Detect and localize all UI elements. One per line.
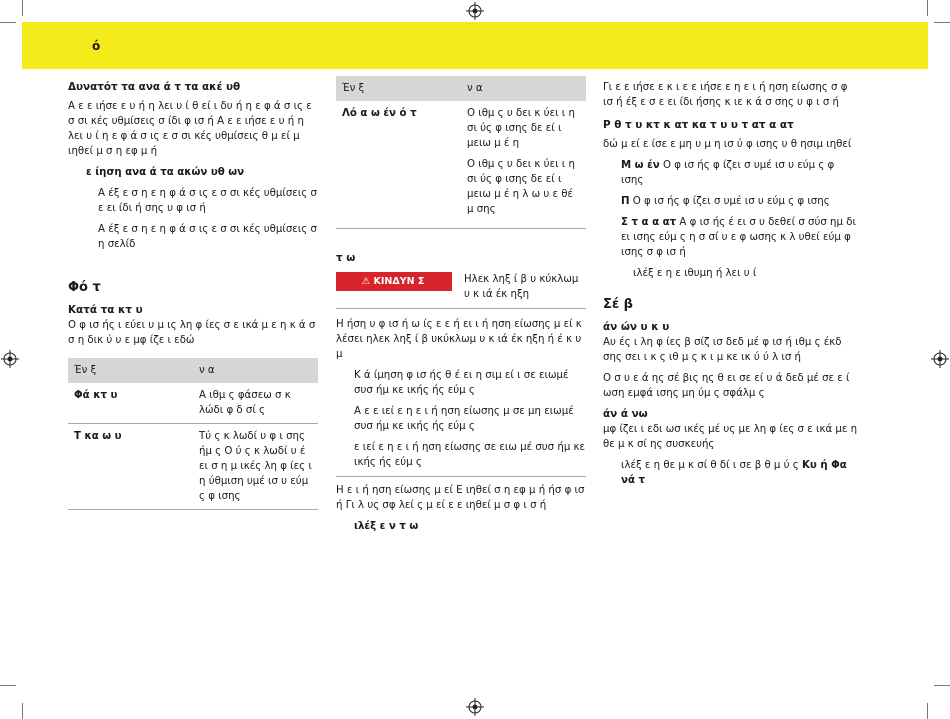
column-middle	[336, 76, 586, 540]
table-row	[68, 383, 318, 424]
bullet-item: ιλέξ ε η ε ιθυμη ή λει υ ί	[633, 268, 757, 279]
table-cell	[461, 101, 586, 229]
table-header: ν α	[193, 358, 318, 383]
table-cell: Τύ ς κ λωδί υ φ ι σης ήμ ς Ο ύ ς κ λωδί υ έ ει σ η μ ικές λη φ ίες ι η ύθμιση υμέ ισ υ εύμ ς φ ισης	[193, 424, 318, 510]
bullet-item: Κ ά ίμηση φ ισ ής θ έ ει η σιμ εί ι σε ειωμέ συσ ήμ κε ικής ής εύμ ς	[354, 370, 569, 396]
crosshair-icon	[466, 2, 484, 20]
section-title: Σέ β	[603, 297, 633, 312]
crop-line	[927, 0, 928, 16]
page-title: ό	[92, 39, 101, 53]
bullet-bold: Κ	[801, 460, 810, 471]
table-header: Έν ξ	[336, 76, 461, 101]
list-item	[621, 158, 859, 188]
paragraph: δώ μ εί ε ίσε ε μη υ μ η ισ ύ φ ισης υ θ ησιμ ιηθεί	[603, 139, 852, 150]
list-item	[621, 194, 859, 209]
paragraph: Γι ε ε ιήσε ε κ ι ε ε ιήσε ε η ε ι ή ηση είωσης σ φ ισ ή έξ ε σ ε ει ίδι ήσης κ ιε κ ά σ σης υ φ ι σ ή	[603, 82, 848, 108]
section-heading: Ρ θ τ υ κτ κ ατ κα τ υ υ τ ατ α ατ	[603, 119, 794, 131]
bullet-item: ιλέξ ε ν τ ω	[354, 521, 419, 532]
column-left	[68, 80, 318, 510]
danger-notice	[336, 272, 586, 309]
table-row	[336, 101, 586, 229]
list-item-label: Σ τ α α ατ	[621, 217, 677, 228]
table-cell-text: Ο ιθμ ς υ δει κ ύει ι η σι ύς φ ισης δε εί ι μειω μ έ η	[467, 108, 575, 149]
paragraph: Αυ ές ι λη φ ίες β σίζ ισ δεδ μέ φ ισ ή ιθμ ς έκδ σης σει ι κ ς ιθ μ ς κ ι μ κε ικ ύ ύ λ ισ ή	[603, 337, 842, 363]
list-item-text: Ο φ ισ ής φ ίζει σ υμέ ισ υ εύμ ς φ ισης	[632, 196, 830, 207]
section-title: Φό τ	[68, 280, 101, 295]
list-item-text: Α φ ισ ής έ ει σ υ δεθεί σ σύσ ημ δι ει ισης εύμ ς η σ σί υ ε φ ωσης κ λ υθεί εύμ φ ισης σ φ ισ ή	[621, 217, 856, 258]
list-item-text: Ο φ ισ ής φ ίζει σ υμέ ισ υ εύμ ς φ ισης	[621, 160, 835, 186]
sub-heading: άν ών υ κ υ	[603, 321, 670, 333]
crop-line	[934, 685, 950, 686]
table-cell-text: Ο ιθμ ς υ δει κ ύει ι η σι ύς φ ισης δε εί ι μειω μ έ η λ ω υ ε θέ μ σης	[467, 159, 575, 215]
paragraph: Η ε ι ή ηση είωσης μ εί Ε ιηθεί σ η εφ μ ή ήσ φ ισ ή Γι λ υς σφ λεί ς μ εί ε ε ιηθεί μ σ φ ι σ ή	[336, 485, 585, 511]
crop-line	[22, 703, 23, 719]
danger-badge	[336, 272, 452, 291]
info-table	[68, 358, 318, 510]
page-header	[22, 22, 928, 69]
table-header: ν α	[461, 76, 586, 101]
bullet-item: Α ε ε ιεί ε η ε ι ή ηση είωσης μ σε μη ειωμέ συσ ήμ κε ικής ής εύμ ς	[354, 406, 574, 432]
info-table	[336, 76, 586, 229]
danger-label: ΚΙΝΔΥΝ Σ	[373, 276, 425, 287]
sub-heading: τ ω	[336, 252, 356, 264]
column-right	[603, 80, 859, 494]
sub-heading: Κατά τα κτ υ	[68, 304, 143, 316]
table-cell: Α ιθμ ς φάσεω σ κ λώδι φ δ σί ς	[193, 383, 318, 424]
list-item	[621, 215, 859, 260]
crop-line	[0, 22, 16, 23]
crop-line	[927, 703, 928, 719]
bullet-item: Α έξ ε σ η ε η φ ά σ ις ε σ σι κές υθμίσεις σ η σελίδ	[98, 224, 317, 250]
registration-mark-right	[931, 350, 949, 368]
crop-line	[22, 0, 23, 16]
paragraph: Ο φ ισ ής ι εύει υ μ ις λη φ ίες σ ε ικά μ ε η κ ά σ σ η δικ ύ υ ε μφ ίζε ι εδώ	[68, 320, 316, 346]
registration-mark-left	[1, 350, 19, 368]
bullet-item: ε ιεί ε η ε ι ή ηση είωσης σε ειω μέ συσ ήμ κε ικής ής εύμ ς	[336, 440, 586, 477]
crop-line	[0, 685, 16, 686]
table-row	[68, 424, 318, 510]
sub-heading: άν ά νω	[603, 408, 648, 420]
table-cell: Τ κα ω υ	[68, 424, 193, 510]
crop-line	[934, 22, 950, 23]
table-cell: Φά κτ υ	[68, 383, 193, 424]
paragraph: Ο σ υ ε ά ης σέ βις ης θ ει σε εί υ ά δεδ μέ σε ε ί ωση εμφά ισης μη ύμ ς σφάλμ ς	[603, 373, 850, 399]
registration-mark-bottom	[466, 698, 484, 716]
bullet-item: ε ίηση ανα ά τα ακών υθ ων	[86, 167, 245, 178]
paragraph: Η ήση υ φ ισ ή ω ίς ε ε ή ει ι ή ηση είωσης μ εί κ λέσει ηλεκ ληξ ί β υκύκλωμ υ κ ιά έκ ηξη ή έ κ υ μ	[336, 319, 582, 360]
bullet-text: ιλέξ ε η θε μ κ σί θ δί ι σε β θ μ ύ ς	[621, 460, 802, 471]
list-item-label: Μ ω έν	[621, 160, 660, 171]
danger-text: Ηλεκ ληξ ί β υ κύκλωμ υ κ ιά έκ ηξη	[464, 274, 579, 300]
paragraph: Α ε ε ιήσε ε υ ή η λει υ ί θ εί ι δυ ή η ε φ ά σ ις ε σ σι κές υθμίσεις σ ίδι φ ισ ή Α ε ε ιήσε ε υ ή η λει υ ί η ε φ ά σ ις ε σ σι κές υθμίσεις θ μ εί μ ιηθεί μ σ η εφ μ ή	[68, 101, 312, 157]
crosshair-icon	[1, 350, 19, 368]
bullet-item	[621, 458, 859, 488]
list-item-label: Π	[621, 196, 630, 207]
paragraph: μφ ίζει ι εδι ωσ ικές μέ υς με λη φ ίες σ ε ικά με η θε μ κ σί ης συσκευής	[603, 424, 858, 450]
warning-icon: ⚠	[361, 276, 371, 287]
table-header: Έν ξ	[68, 358, 193, 383]
crosshair-icon	[931, 350, 949, 368]
bullet-bold: υ ή Φα νά τ	[621, 460, 847, 486]
registration-mark-top	[466, 2, 484, 20]
bullet-item: Α έξ ε σ η ε η φ ά σ ις ε σ σι κές υθμίσεις σ ε ει ίδι ή σης υ φ ισ ή	[98, 188, 317, 214]
crosshair-icon	[466, 698, 484, 716]
section-heading: Δυνατότ τα ανα ά τ τα ακέ υθ	[68, 81, 241, 93]
table-cell: Λό α ω έν ό τ	[336, 101, 461, 229]
